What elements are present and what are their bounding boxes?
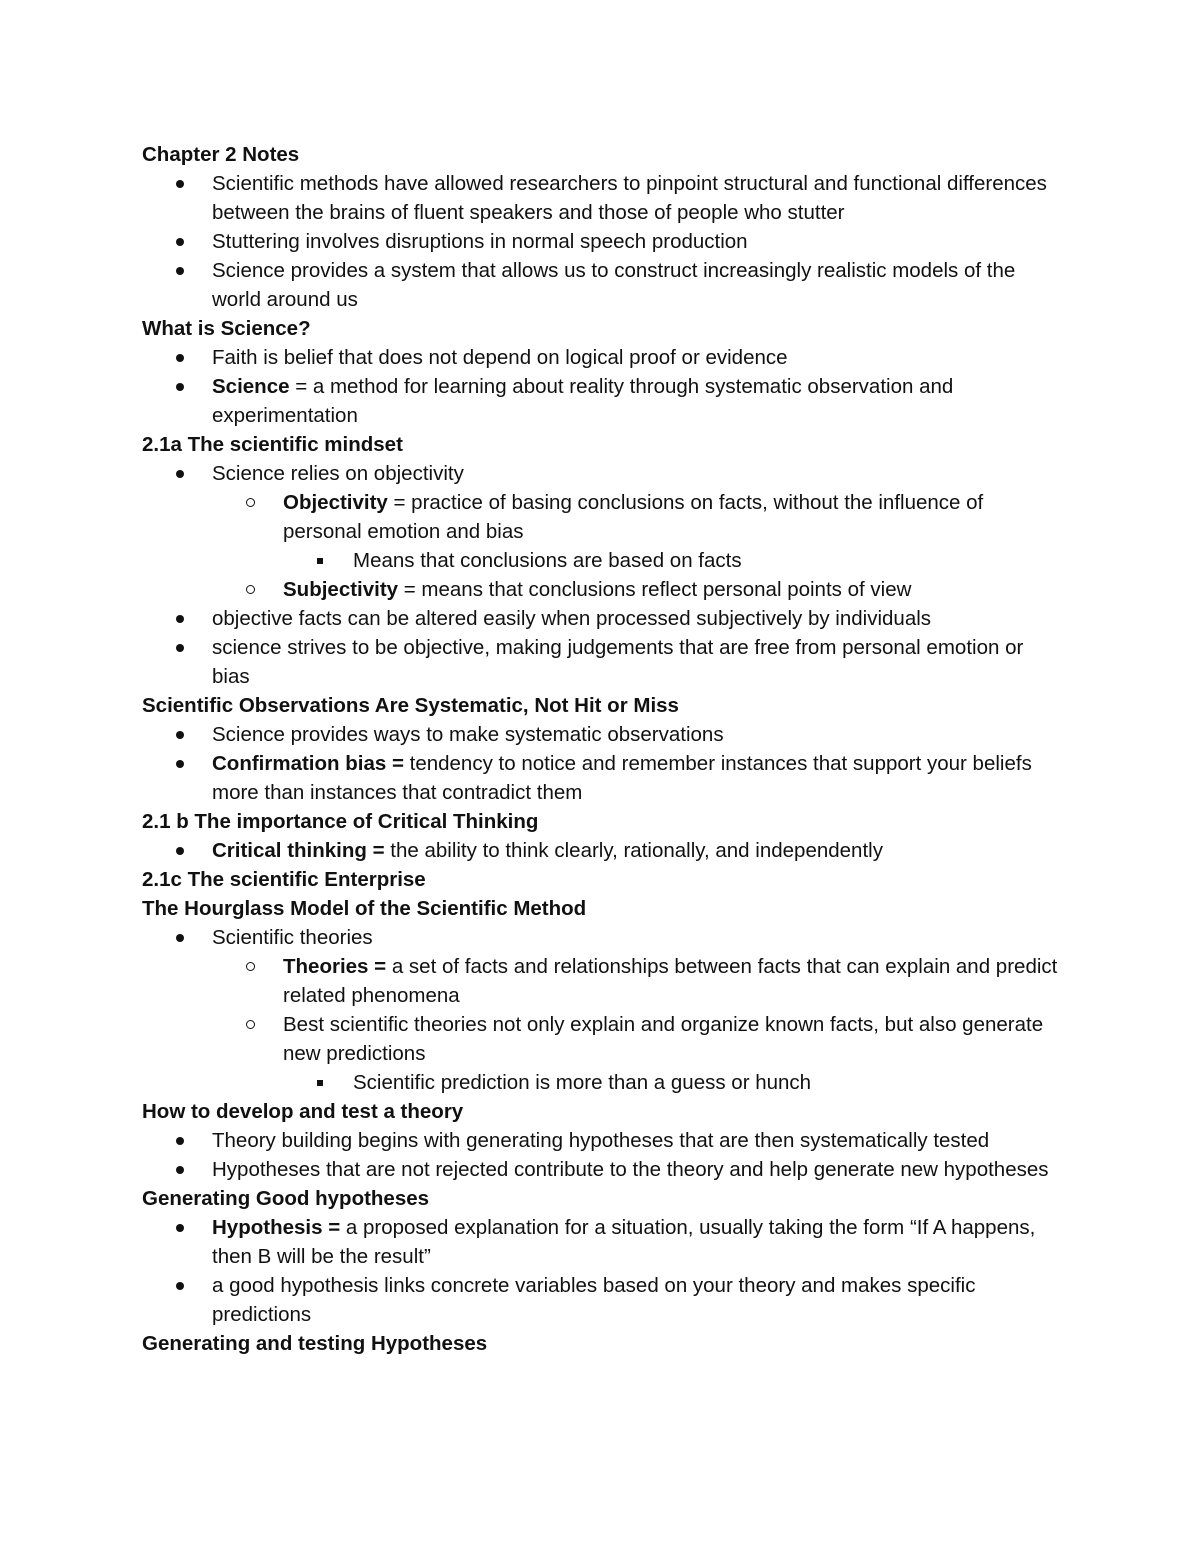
section-heading: How to develop and test a theory	[142, 1100, 464, 1123]
bullet-icon	[170, 836, 190, 865]
section-heading: 2.1c The scientific Enterprise	[142, 868, 426, 891]
section-heading: 2.1 b The importance of Critical Thinking	[142, 810, 539, 833]
section	[142, 691, 1062, 807]
bullet-icon	[170, 1155, 190, 1184]
list-item: science strives to be objective, making judgements that are free from personal emotion or bias	[142, 633, 1062, 691]
list-item: Critical thinking = the ability to think clearly, rationally, and independently	[142, 836, 1062, 865]
section-heading: Generating Good hypotheses	[142, 1187, 430, 1210]
section	[142, 314, 1062, 430]
section	[142, 1184, 1062, 1329]
section	[142, 140, 1062, 314]
section-heading: Chapter 2 Notes	[142, 143, 300, 166]
circle-bullet-icon	[240, 575, 260, 604]
section	[142, 1329, 1062, 1358]
defined-term: Science	[212, 375, 290, 398]
bullet-icon	[170, 343, 190, 372]
list-item: Objectivity = practice of basing conclusions on facts, without the influence of personal emotion and bias	[142, 488, 1062, 546]
list-item: Faith is belief that does not depend on logical proof or evidence	[142, 343, 1062, 372]
section-heading: The Hourglass Model of the Scientific Method	[142, 897, 587, 920]
list-item: Means that conclusions are based on facts	[142, 546, 1062, 575]
defined-term: Objectivity	[283, 491, 388, 514]
section	[142, 807, 1062, 865]
bullet-icon	[170, 1213, 190, 1242]
list-item: Hypothesis = a proposed explanation for a situation, usually taking the form “If A happens, then B will be the result”	[142, 1213, 1062, 1271]
bullet-icon	[170, 169, 190, 198]
section	[142, 894, 1062, 1097]
section-heading: 2.1a The scientific mindset	[142, 433, 403, 456]
circle-bullet-icon	[240, 1010, 260, 1039]
list-item: Scientific methods have allowed researchers to pinpoint structural and functional differences between the brains of fluent speakers and those of people who stutter	[142, 169, 1062, 227]
bullet-icon	[170, 1126, 190, 1155]
section	[142, 430, 1062, 691]
bullet-icon	[170, 749, 190, 778]
list-item: Confirmation bias = tendency to notice and remember instances that support your beliefs more than instances that contradict them	[142, 749, 1062, 807]
circle-bullet-icon	[240, 952, 260, 981]
bullet-icon	[170, 604, 190, 633]
list-item: Theory building begins with generating hypotheses that are then systematically tested	[142, 1126, 1062, 1155]
list-item: objective facts can be altered easily when processed subjectively by individuals	[142, 604, 1062, 633]
square-bullet-icon	[310, 546, 330, 575]
list-item: Best scientific theories not only explain and organize known facts, but also generate new predictions	[142, 1010, 1062, 1068]
defined-term: Theories =	[283, 955, 387, 978]
list-item: Science = a method for learning about reality through systematic observation and experimentation	[142, 372, 1062, 430]
list-item: Science provides a system that allows us to construct increasingly realistic models of the world around us	[142, 256, 1062, 314]
section-heading: Scientific Observations Are Systematic, Not Hit or Miss	[142, 694, 679, 717]
list-item: Theories = a set of facts and relationships between facts that can explain and predict related phenomena	[142, 952, 1062, 1010]
section	[142, 1097, 1062, 1184]
list-item: Scientific theories	[142, 923, 1062, 952]
list-item: Subjectivity = means that conclusions reflect personal points of view	[142, 575, 1062, 604]
bullet-icon	[170, 923, 190, 952]
circle-bullet-icon	[240, 488, 260, 517]
defined-term: Hypothesis =	[212, 1216, 341, 1239]
list-item: Scientific prediction is more than a guess or hunch	[142, 1068, 1062, 1097]
bullet-icon	[170, 372, 190, 401]
document-page	[142, 140, 1062, 1358]
list-item: Science provides ways to make systematic observations	[142, 720, 1062, 749]
defined-term: Critical thinking =	[212, 839, 385, 862]
section-heading: What is Science?	[142, 317, 311, 340]
bullet-icon	[170, 1271, 190, 1300]
square-bullet-icon	[310, 1068, 330, 1097]
bullet-icon	[170, 720, 190, 749]
bullet-icon	[170, 256, 190, 285]
section	[142, 865, 1062, 894]
list-item: a good hypothesis links concrete variables based on your theory and makes specific predictions	[142, 1271, 1062, 1329]
list-item: Science relies on objectivity	[142, 459, 1062, 488]
defined-term: Subjectivity	[283, 578, 399, 601]
bullet-icon	[170, 227, 190, 256]
bullet-icon	[170, 633, 190, 662]
list-item: Hypotheses that are not rejected contribute to the theory and help generate new hypotheses	[142, 1155, 1062, 1184]
defined-term: Confirmation bias =	[212, 752, 404, 775]
bullet-icon	[170, 459, 190, 488]
section-heading: Generating and testing Hypotheses	[142, 1332, 488, 1355]
list-item: Stuttering involves disruptions in normal speech production	[142, 227, 1062, 256]
